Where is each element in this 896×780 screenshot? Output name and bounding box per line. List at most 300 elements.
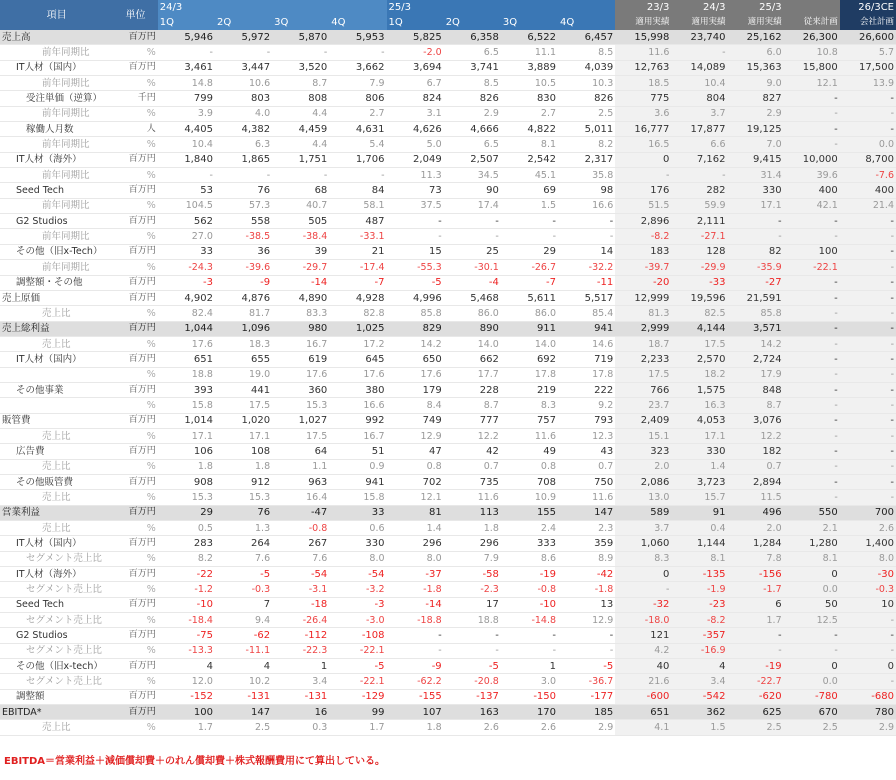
value-cell: -18.8 bbox=[387, 613, 444, 628]
ratio-row bbox=[0, 106, 896, 121]
value-cell: 0.4 bbox=[671, 521, 727, 536]
value-cell: 8.1 bbox=[784, 551, 840, 566]
value-cell: - bbox=[501, 229, 558, 244]
value-cell: - bbox=[501, 643, 558, 658]
row-label: 前年同期比 bbox=[0, 198, 113, 213]
row-label: 売上比 bbox=[0, 306, 113, 321]
value-cell: - bbox=[387, 229, 444, 244]
value-cell: 14.2 bbox=[728, 336, 784, 351]
value-cell: - bbox=[558, 229, 615, 244]
value-cell: 10.9 bbox=[501, 490, 558, 505]
row-label: セグメント売上比 bbox=[0, 613, 113, 628]
row-unit: % bbox=[113, 45, 157, 60]
value-cell: 589 bbox=[615, 505, 671, 520]
value-cell: 12.1 bbox=[784, 76, 840, 91]
row-unit: 百万円 bbox=[113, 152, 157, 167]
value-cell: -2.3 bbox=[444, 582, 501, 597]
row-unit: 百万円 bbox=[113, 275, 157, 290]
value-cell: - bbox=[615, 582, 671, 597]
row-label: 売上原価 bbox=[0, 290, 113, 305]
value-cell: 107 bbox=[387, 705, 444, 720]
value-cell: -135 bbox=[671, 567, 727, 582]
value-cell: 58.1 bbox=[329, 198, 386, 213]
value-cell: -137 bbox=[444, 689, 501, 704]
value-cell: 10.8 bbox=[784, 45, 840, 60]
ratio-row bbox=[0, 613, 896, 628]
value-cell: - bbox=[444, 628, 501, 643]
value-cell: 619 bbox=[272, 352, 329, 367]
value-cell: -39.7 bbox=[615, 260, 671, 275]
value-cell: 2.5 bbox=[784, 720, 840, 735]
value-cell: - bbox=[272, 168, 329, 183]
value-cell: 283 bbox=[158, 536, 215, 551]
value-cell: 1.8 bbox=[444, 521, 501, 536]
row-unit: % bbox=[113, 459, 157, 474]
ratio-row bbox=[0, 76, 896, 91]
value-cell: 15.8 bbox=[158, 398, 215, 413]
value-cell: 848 bbox=[728, 382, 784, 397]
value-cell: 2.7 bbox=[329, 106, 386, 121]
value-cell: 91 bbox=[671, 505, 727, 520]
value-cell: - bbox=[387, 643, 444, 658]
value-cell: 21,591 bbox=[728, 290, 784, 305]
value-cell: 14,089 bbox=[671, 60, 727, 75]
row-unit: 百万円 bbox=[113, 474, 157, 489]
table-row bbox=[0, 352, 896, 367]
value-cell: 963 bbox=[272, 474, 329, 489]
value-cell: -542 bbox=[671, 689, 727, 704]
ratio-row bbox=[0, 398, 896, 413]
value-cell: 17.8 bbox=[558, 367, 615, 382]
value-cell: 17,877 bbox=[671, 122, 727, 137]
value-cell: 84 bbox=[329, 183, 386, 198]
value-cell: 505 bbox=[272, 214, 329, 229]
value-cell: -11 bbox=[558, 275, 615, 290]
value-cell: 8.3 bbox=[615, 551, 671, 566]
value-cell: -0.8 bbox=[272, 521, 329, 536]
value-cell: 15.7 bbox=[671, 490, 727, 505]
value-cell: 625 bbox=[728, 705, 784, 720]
value-cell: 2.5 bbox=[215, 720, 272, 735]
value-cell: 29 bbox=[501, 244, 558, 259]
value-cell: 8.3 bbox=[501, 398, 558, 413]
value-cell: - bbox=[840, 91, 896, 106]
table-row bbox=[0, 321, 896, 336]
value-cell: -26.4 bbox=[272, 613, 329, 628]
value-cell: 1.5 bbox=[501, 198, 558, 213]
value-cell: 941 bbox=[329, 474, 386, 489]
value-cell: 4 bbox=[215, 659, 272, 674]
row-unit: % bbox=[113, 643, 157, 658]
value-cell: 12.0 bbox=[158, 674, 215, 689]
value-cell: 1 bbox=[272, 659, 329, 674]
row-label: 売上比 bbox=[0, 428, 113, 443]
value-cell: -3 bbox=[329, 597, 386, 612]
value-cell: 992 bbox=[329, 413, 386, 428]
value-cell: -357 bbox=[671, 628, 727, 643]
value-cell: 5,011 bbox=[558, 122, 615, 137]
value-cell: 330 bbox=[671, 444, 727, 459]
value-cell: 15.3 bbox=[158, 490, 215, 505]
value-cell: 7.0 bbox=[728, 137, 784, 152]
value-cell: -30 bbox=[840, 567, 896, 582]
value-cell: - bbox=[840, 490, 896, 505]
value-cell: 808 bbox=[272, 91, 329, 106]
value-cell: 42.1 bbox=[784, 198, 840, 213]
value-cell: 655 bbox=[215, 352, 272, 367]
value-cell: 651 bbox=[158, 352, 215, 367]
value-cell: 1,025 bbox=[329, 321, 386, 336]
row-label: Seed Tech bbox=[0, 597, 113, 612]
value-cell: 53 bbox=[158, 183, 215, 198]
value-cell: 1,751 bbox=[272, 152, 329, 167]
value-cell: 911 bbox=[501, 321, 558, 336]
value-cell: -54 bbox=[329, 567, 386, 582]
value-cell: 0.8 bbox=[501, 459, 558, 474]
annual-sub-header: 適用実績 bbox=[728, 15, 784, 30]
value-cell: -36.7 bbox=[558, 674, 615, 689]
value-cell: -38.4 bbox=[272, 229, 329, 244]
ratio-row bbox=[0, 336, 896, 351]
value-cell: 296 bbox=[444, 536, 501, 551]
value-cell: -5 bbox=[215, 567, 272, 582]
value-cell: 0.0 bbox=[840, 137, 896, 152]
value-cell: 3,889 bbox=[501, 60, 558, 75]
row-unit: % bbox=[113, 106, 157, 121]
value-cell: -2.0 bbox=[387, 45, 444, 60]
value-cell: -156 bbox=[728, 567, 784, 582]
annual-fy-header: 26/3CE bbox=[840, 0, 896, 15]
value-cell: 16.3 bbox=[671, 398, 727, 413]
value-cell: 2.7 bbox=[501, 106, 558, 121]
value-cell: -1.8 bbox=[558, 582, 615, 597]
value-cell: 2.1 bbox=[784, 521, 840, 536]
row-unit: % bbox=[113, 613, 157, 628]
value-cell: 3.1 bbox=[387, 106, 444, 121]
value-cell: 700 bbox=[840, 505, 896, 520]
table-row bbox=[0, 152, 896, 167]
value-cell: 36 bbox=[215, 244, 272, 259]
row-label: 売上高 bbox=[0, 30, 113, 45]
value-cell: 16.7 bbox=[329, 428, 386, 443]
annual-sub-header: 会社計画 bbox=[840, 15, 896, 30]
value-cell: -780 bbox=[784, 689, 840, 704]
value-cell: - bbox=[215, 45, 272, 60]
ratio-row bbox=[0, 168, 896, 183]
row-label: 売上総利益 bbox=[0, 321, 113, 336]
row-label: Seed Tech bbox=[0, 183, 113, 198]
value-cell: -1.7 bbox=[728, 582, 784, 597]
value-cell: 2.6 bbox=[501, 720, 558, 735]
value-cell: 2.3 bbox=[558, 521, 615, 536]
value-cell: 1.8 bbox=[158, 459, 215, 474]
row-label: G2 Studios bbox=[0, 628, 113, 643]
value-cell: 3,662 bbox=[329, 60, 386, 75]
value-cell: 51.5 bbox=[615, 198, 671, 213]
ratio-row bbox=[0, 674, 896, 689]
value-cell: 7.8 bbox=[728, 551, 784, 566]
value-cell: 13 bbox=[558, 597, 615, 612]
value-cell: 333 bbox=[501, 536, 558, 551]
value-cell: 17.6 bbox=[272, 367, 329, 382]
row-unit: 百万円 bbox=[113, 659, 157, 674]
value-cell: -30.1 bbox=[444, 260, 501, 275]
value-cell: 3.7 bbox=[671, 106, 727, 121]
value-cell: 1,060 bbox=[615, 536, 671, 551]
value-cell: 8.4 bbox=[387, 398, 444, 413]
value-cell: -14.8 bbox=[501, 613, 558, 628]
ratio-row bbox=[0, 137, 896, 152]
table-row bbox=[0, 275, 896, 290]
row-unit: % bbox=[113, 198, 157, 213]
value-cell: 799 bbox=[158, 91, 215, 106]
value-cell: 17 bbox=[444, 597, 501, 612]
value-cell: 2,507 bbox=[444, 152, 501, 167]
value-cell: 330 bbox=[728, 183, 784, 198]
row-label: 調整額・その他 bbox=[0, 275, 113, 290]
value-cell: 113 bbox=[444, 505, 501, 520]
row-label: EBITDA* bbox=[0, 705, 113, 720]
value-cell: 90 bbox=[444, 183, 501, 198]
value-cell: 735 bbox=[444, 474, 501, 489]
value-cell: 2,111 bbox=[671, 214, 727, 229]
annual-fy-header: 25/3 bbox=[728, 0, 784, 15]
value-cell: 8.0 bbox=[840, 551, 896, 566]
value-cell: 8.5 bbox=[558, 45, 615, 60]
value-cell: -22.3 bbox=[272, 643, 329, 658]
value-cell: 17.1 bbox=[158, 428, 215, 443]
value-cell: - bbox=[840, 674, 896, 689]
value-cell: 0 bbox=[615, 152, 671, 167]
value-cell: 4 bbox=[158, 659, 215, 674]
row-label: 販管費 bbox=[0, 413, 113, 428]
value-cell: -5 bbox=[558, 659, 615, 674]
ratio-row bbox=[0, 428, 896, 443]
value-cell: 3,571 bbox=[728, 321, 784, 336]
value-cell: 323 bbox=[615, 444, 671, 459]
value-cell: - bbox=[784, 275, 840, 290]
value-cell: 9,415 bbox=[728, 152, 784, 167]
value-cell: 76 bbox=[215, 183, 272, 198]
value-cell: 558 bbox=[215, 214, 272, 229]
value-cell: 780 bbox=[840, 705, 896, 720]
value-cell: 8.2 bbox=[558, 137, 615, 152]
row-unit: 百万円 bbox=[113, 244, 157, 259]
value-cell: 0.7 bbox=[444, 459, 501, 474]
value-cell: 2.0 bbox=[728, 521, 784, 536]
value-cell: -10 bbox=[501, 597, 558, 612]
value-cell: 14 bbox=[558, 244, 615, 259]
value-cell: 86.0 bbox=[501, 306, 558, 321]
value-cell: 5,946 bbox=[158, 30, 215, 45]
value-cell: 1.4 bbox=[671, 459, 727, 474]
row-label: 前年同期比 bbox=[0, 76, 113, 91]
table-row bbox=[0, 91, 896, 106]
value-cell: 1,014 bbox=[158, 413, 215, 428]
ratio-row bbox=[0, 260, 896, 275]
value-cell: 650 bbox=[387, 352, 444, 367]
value-cell: 85.4 bbox=[558, 306, 615, 321]
value-cell: - bbox=[784, 122, 840, 137]
row-unit: % bbox=[113, 260, 157, 275]
quarter-header: 2Q bbox=[215, 15, 272, 30]
value-cell: - bbox=[615, 168, 671, 183]
row-label: 前年同期比 bbox=[0, 106, 113, 121]
value-cell: -7 bbox=[501, 275, 558, 290]
table-row bbox=[0, 30, 896, 45]
row-label: 前年同期比 bbox=[0, 229, 113, 244]
value-cell: 85.8 bbox=[728, 306, 784, 321]
value-cell: 37.5 bbox=[387, 198, 444, 213]
value-cell: 562 bbox=[158, 214, 215, 229]
table-row bbox=[0, 536, 896, 551]
value-cell: -75 bbox=[158, 628, 215, 643]
value-cell: 0 bbox=[840, 659, 896, 674]
ratio-row bbox=[0, 229, 896, 244]
value-cell: 17.8 bbox=[501, 367, 558, 382]
quarter-header: 4Q bbox=[558, 15, 615, 30]
value-cell: 163 bbox=[444, 705, 501, 720]
value-cell: 359 bbox=[558, 536, 615, 551]
value-cell: - bbox=[329, 45, 386, 60]
value-cell: 2.5 bbox=[728, 720, 784, 735]
value-cell: 18.8 bbox=[444, 613, 501, 628]
value-cell: 1,840 bbox=[158, 152, 215, 167]
value-cell: 7.9 bbox=[444, 551, 501, 566]
value-cell: 17,500 bbox=[840, 60, 896, 75]
value-cell: -5 bbox=[329, 659, 386, 674]
table-row bbox=[0, 60, 896, 75]
ratio-row bbox=[0, 198, 896, 213]
value-cell: -600 bbox=[615, 689, 671, 704]
row-unit: 百万円 bbox=[113, 413, 157, 428]
value-cell: 829 bbox=[387, 321, 444, 336]
value-cell: 362 bbox=[671, 705, 727, 720]
value-cell: 10.3 bbox=[558, 76, 615, 91]
value-cell: - bbox=[728, 214, 784, 229]
value-cell: 15.3 bbox=[272, 398, 329, 413]
value-cell: 16.6 bbox=[329, 398, 386, 413]
value-cell: 17.1 bbox=[215, 428, 272, 443]
value-cell: 793 bbox=[558, 413, 615, 428]
value-cell: 27.0 bbox=[158, 229, 215, 244]
value-cell: -620 bbox=[728, 689, 784, 704]
row-label: その他（旧x-Tech） bbox=[0, 244, 113, 259]
value-cell: 64 bbox=[272, 444, 329, 459]
value-cell: - bbox=[840, 413, 896, 428]
row-unit: 百万円 bbox=[113, 705, 157, 720]
value-cell: 1.7 bbox=[329, 720, 386, 735]
row-unit: % bbox=[113, 398, 157, 413]
row-unit: 百万円 bbox=[113, 444, 157, 459]
value-cell: 2,570 bbox=[671, 352, 727, 367]
value-cell: 775 bbox=[615, 91, 671, 106]
value-cell: -24.3 bbox=[158, 260, 215, 275]
fy25-header: 25/3 bbox=[387, 0, 616, 15]
value-cell: 4,382 bbox=[215, 122, 272, 137]
table-row bbox=[0, 567, 896, 582]
value-cell: - bbox=[784, 474, 840, 489]
value-cell: - bbox=[784, 137, 840, 152]
value-cell: 2,049 bbox=[387, 152, 444, 167]
row-unit: 百万円 bbox=[113, 352, 157, 367]
row-label: G2 Studios bbox=[0, 214, 113, 229]
value-cell: 6.5 bbox=[444, 45, 501, 60]
ebitda-footnote: EBITDA＝営業利益＋減価償却費＋のれん償却費＋株式報酬費用にて算出している。 bbox=[4, 756, 386, 767]
value-cell: 40 bbox=[615, 659, 671, 674]
value-cell: 3,461 bbox=[158, 60, 215, 75]
value-cell: 18.8 bbox=[158, 367, 215, 382]
annual-sub-header: 適用実績 bbox=[615, 15, 671, 30]
value-cell: 6.5 bbox=[444, 137, 501, 152]
value-cell: 803 bbox=[215, 91, 272, 106]
value-cell: -22.1 bbox=[329, 643, 386, 658]
value-cell: 17.1 bbox=[728, 198, 784, 213]
value-cell: -20 bbox=[615, 275, 671, 290]
value-cell: 3,520 bbox=[272, 60, 329, 75]
annual-sub-header: 適用実績 bbox=[671, 15, 727, 30]
value-cell: -0.3 bbox=[215, 582, 272, 597]
value-cell: 8.2 bbox=[158, 551, 215, 566]
row-label: IT人材（海外） bbox=[0, 567, 113, 582]
value-cell: - bbox=[444, 229, 501, 244]
value-cell: 2.4 bbox=[501, 521, 558, 536]
value-cell: -35.9 bbox=[728, 260, 784, 275]
value-cell: 296 bbox=[387, 536, 444, 551]
value-cell: 7.6 bbox=[272, 551, 329, 566]
value-cell: 82 bbox=[728, 244, 784, 259]
value-cell: 147 bbox=[558, 505, 615, 520]
value-cell: - bbox=[387, 214, 444, 229]
value-cell: 0.8 bbox=[387, 459, 444, 474]
table-row bbox=[0, 628, 896, 643]
value-cell: 17.9 bbox=[728, 367, 784, 382]
value-cell: -1.2 bbox=[158, 582, 215, 597]
value-cell: 980 bbox=[272, 321, 329, 336]
value-cell: 17.6 bbox=[158, 336, 215, 351]
row-label: IT人材（国内） bbox=[0, 352, 113, 367]
value-cell: - bbox=[444, 214, 501, 229]
value-cell: - bbox=[784, 306, 840, 321]
value-cell: 5,870 bbox=[272, 30, 329, 45]
value-cell: 4,890 bbox=[272, 290, 329, 305]
value-cell: 11.3 bbox=[387, 168, 444, 183]
value-cell: - bbox=[840, 321, 896, 336]
value-cell: -4 bbox=[444, 275, 501, 290]
value-cell: 25,162 bbox=[728, 30, 784, 45]
value-cell: 3,447 bbox=[215, 60, 272, 75]
value-cell: -3 bbox=[158, 275, 215, 290]
value-cell: 11.6 bbox=[501, 428, 558, 443]
row-unit: 百万円 bbox=[113, 382, 157, 397]
value-cell: 100 bbox=[784, 244, 840, 259]
value-cell: -27 bbox=[728, 275, 784, 290]
value-cell: - bbox=[501, 628, 558, 643]
value-cell: - bbox=[840, 260, 896, 275]
value-cell: - bbox=[784, 229, 840, 244]
value-cell: 441 bbox=[215, 382, 272, 397]
value-cell: -22 bbox=[158, 567, 215, 582]
value-cell: 890 bbox=[444, 321, 501, 336]
value-cell: 10.4 bbox=[158, 137, 215, 152]
row-label: セグメント売上比 bbox=[0, 551, 113, 566]
quarter-header: 3Q bbox=[501, 15, 558, 30]
row-unit: 百万円 bbox=[113, 597, 157, 612]
value-cell: -32.2 bbox=[558, 260, 615, 275]
value-cell: 57.3 bbox=[215, 198, 272, 213]
row-unit: 百万円 bbox=[113, 60, 157, 75]
value-cell: 1.1 bbox=[272, 459, 329, 474]
